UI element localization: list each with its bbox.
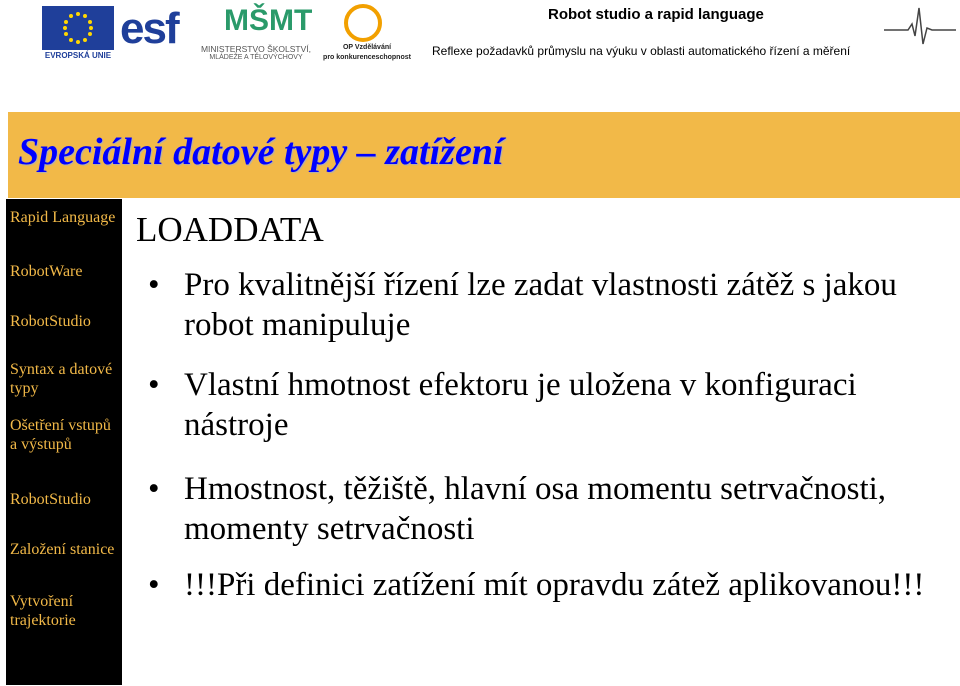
eu-logo [36, 4, 120, 62]
msmt-line-1: MINISTERSTVO ŠKOLSTVÍ, [200, 44, 312, 54]
slide-content [122, 199, 960, 686]
msmt-mark: MŠMT [224, 4, 313, 37]
sidebar-item-robotstudio-2[interactable]: RobotStudio [10, 491, 91, 508]
eu-flag-icon [42, 6, 114, 50]
sidebar-item-rapid-language[interactable]: Rapid Language [10, 209, 116, 226]
msmt-line-2: MLÁDEŽE A TĚLOVÝCHOVY [209, 54, 303, 61]
sidebar-item-station[interactable]: Založení stanice [10, 541, 115, 558]
msmt-logo [196, 4, 316, 62]
sidebar-item-robotware[interactable]: RobotWare [10, 263, 83, 280]
sidebar-item-robotstudio[interactable]: RobotStudio [10, 313, 91, 330]
op-line-1: OP Vzdělávání [342, 44, 392, 51]
header-title: Robot studio a rapid language [548, 6, 764, 23]
bullet-dot-icon: • [148, 367, 160, 403]
bullet-text: Hmostnost, těžiště, hlavní osa momentu setrvačnosti, momenty setrvačnosti [184, 471, 887, 547]
eu-logo-text: EVROPSKÁ UNIE [44, 51, 112, 60]
sidebar-item-trajectory[interactable]: Vytvoření trajektorie [10, 593, 76, 629]
header [0, 0, 960, 68]
bullet-text: Pro kvalitnější řízení lze zadat vlastnosti zátěž s jakou robot manipuluje [184, 267, 897, 343]
op-logo [322, 4, 411, 62]
sidebar-item-syntax[interactable]: Syntax a datové typy [10, 361, 113, 397]
sidebar-item-io[interactable]: Ošetření vstupů a výstupů [10, 417, 111, 453]
slide-title: Speciální datové typy – zatížení [18, 131, 504, 173]
section-heading: LOADDATA [136, 210, 324, 249]
bullet-text: Vlastní hmotnost efektoru je uložena v konfiguraci nástroje [184, 367, 857, 443]
bullet-dot-icon: • [148, 267, 160, 303]
header-subtitle: Reflexe požadavků průmyslu na výuku v oblasti automatického řízení a měření [432, 44, 851, 58]
esf-logo [120, 4, 190, 62]
esf-logo-text: esf [120, 4, 178, 53]
ecg-wave-icon [884, 6, 956, 46]
op-ring-icon [344, 4, 382, 42]
bullet-dot-icon: • [148, 567, 160, 603]
bullet-dot-icon: • [148, 471, 160, 507]
op-line-2: pro konkurenceschopnost [323, 54, 411, 61]
bullet-text: !!!Při definici zatížení mít opravdu zátež aplikovanou!!! [184, 567, 925, 603]
